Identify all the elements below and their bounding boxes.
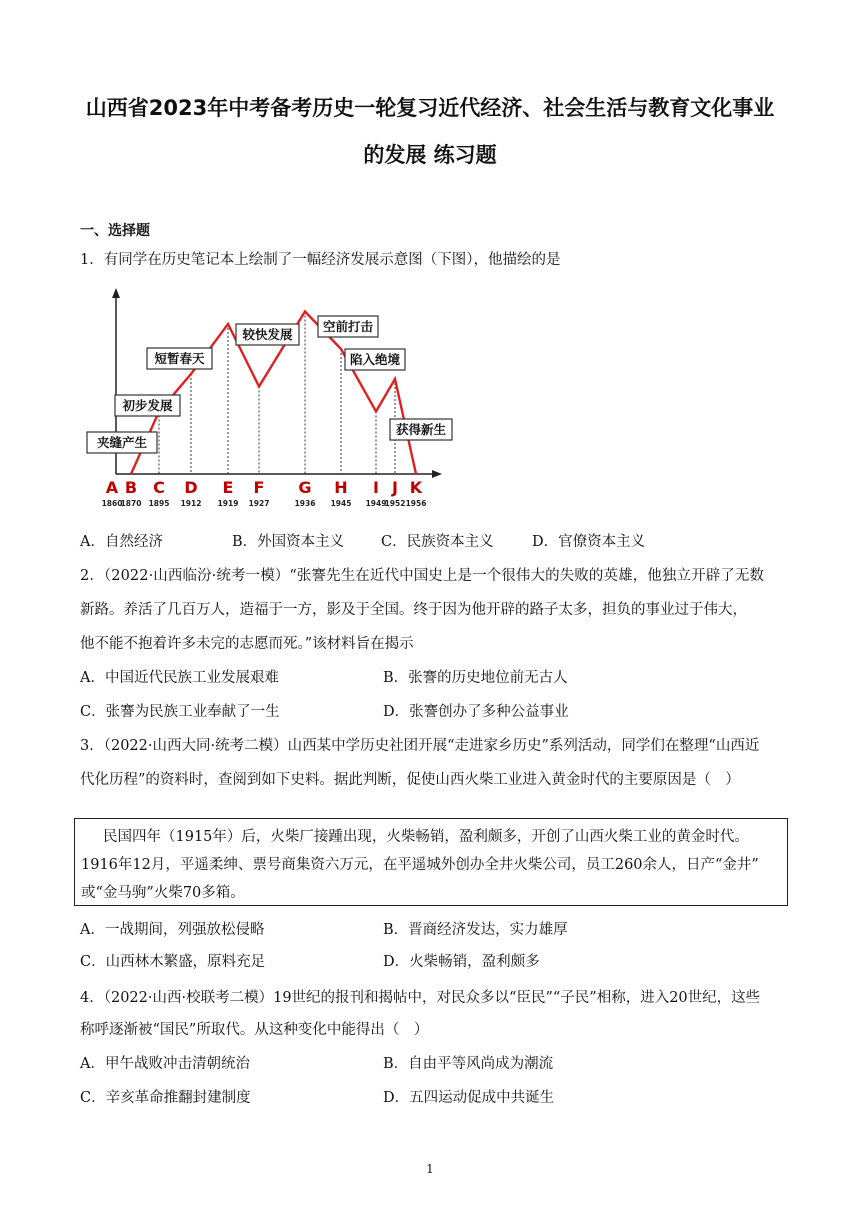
tick-letter-b: B [124, 478, 138, 497]
y-axis-arrow [112, 288, 120, 298]
q4-option-b[interactable]: B．自由平等风尚成为潮流 [383, 1056, 554, 1072]
stage-label-3: 短暂春天 [154, 351, 205, 366]
stage-label-7: 获得新生 [395, 422, 447, 437]
tick-year-1870: 1870 [120, 499, 142, 508]
stage-label-6: 陷入绝境 [349, 352, 401, 367]
q3-line-1: 3．（2022·山西大同·统考二模）山西某中学历史社团开展“走进家乡历史”系列活动，同学们在整理“山西近 [80, 738, 760, 754]
tick-letter-c: C [153, 478, 165, 497]
tick-letter-k: K [409, 478, 423, 497]
tick-letter-a: A [105, 478, 119, 497]
q2-option-c[interactable]: C．张謇为民族工业奉献了一生 [80, 704, 280, 720]
material-line-3: 或“金马驹”火柴70多箱。 [81, 885, 245, 901]
q1-stem: 1．有同学在历史笔记本上绘制了一幅经济发展示意图（下图），他描绘的是 [80, 252, 561, 268]
material-line-1: 民国四年（1915年）后，火柴厂接踵出现，火柴畅销，盈利颇多，开创了山西火柴工业的黄金时代。 [103, 829, 749, 845]
q4-line-1: 4．（2022·山西·校联考二模）19世纪的报刊和揭帖中，对民众多以“臣民”“子民”相称，进入20世纪，这些 [80, 990, 761, 1006]
tick-letter-i: I [373, 478, 379, 497]
tick-year-1927: 1927 [248, 499, 270, 508]
q1-option-b[interactable]: B．外国资本主义 [232, 534, 345, 550]
q2-line-3: 他不能不抱着许多未完的志愿而死。”该材料旨在揭示 [80, 636, 414, 652]
q3-option-b[interactable]: B．晋商经济发达，实力雄厚 [383, 922, 568, 938]
q3-option-c[interactable]: C．山西林木繁盛，原料充足 [80, 954, 266, 970]
tick-year-1945: 1945 [330, 499, 352, 508]
q3-material-box [74, 818, 788, 906]
tick-letter-e: E [222, 478, 234, 497]
section-heading: 一、选择题 [80, 223, 150, 239]
q2-line-1: 2．（2022·山西临汾·统考一模）“张謇先生在近代中国史上是一个很伟大的失败的英雄，他独立开辟了无数 [80, 568, 765, 584]
q4-option-d[interactable]: D．五四运动促成中共诞生 [383, 1090, 555, 1106]
page-title-line1: 山西省2023年中考备考历史一轮复习近代经济、社会生活与教育文化事业 [85, 96, 775, 120]
page-number: 1 [426, 1162, 434, 1176]
stage-label-4: 较快发展 [242, 327, 293, 342]
stage-label-5: 空前打击 [322, 319, 374, 334]
tick-letter-g: G [298, 478, 312, 497]
q2-option-b[interactable]: B．张謇的历史地位前无古人 [383, 670, 568, 686]
q2-line-2: 新路。养活了几百万人，造福于一方，影及于全国。终于因为他开辟的路子太多，担负的事业过于伟大， [80, 602, 747, 618]
tick-year-1952: 1952 [384, 499, 406, 508]
q3-option-d[interactable]: D．火柴畅销，盈利颇多 [383, 954, 540, 970]
q1-option-d[interactable]: D．官僚资本主义 [532, 534, 646, 550]
q4-option-c[interactable]: C．辛亥革命推翻封建制度 [80, 1090, 251, 1106]
tick-year-1919: 1919 [217, 499, 239, 508]
tick-letter-d: D [184, 478, 198, 497]
q1-option-a[interactable]: A．自然经济 [80, 534, 163, 550]
tick-year-1895: 1895 [148, 499, 170, 508]
tick-year-1956: 1956 [405, 499, 427, 508]
x-axis-arrow [432, 470, 442, 478]
tick-year-1912: 1912 [180, 499, 202, 508]
q2-option-a[interactable]: A．中国近代民族工业发展艰难 [80, 670, 279, 686]
tick-year-1860: 1860 [101, 499, 123, 508]
tick-letter-j: J [392, 478, 398, 497]
tick-year-1936: 1936 [294, 499, 316, 508]
material-line-2: 1916年12月，平遥柔绅、票号商集资六万元，在平遥城外创办全井火柴公司，员工260余人，日产“金井” [81, 857, 759, 873]
tick-letter-h: H [334, 478, 348, 497]
q3-line-2: 代化历程”的资料时，查阅到如下史料。据此判断，促使山西火柴工业进入黄金时代的主要原因是（ ） [80, 772, 740, 788]
stage-label-2: 初步发展 [122, 398, 173, 413]
stage-label-1: 夹缝产生 [96, 435, 148, 450]
page-title-line2: 的发展 练习题 [363, 143, 497, 167]
q4-line-2: 称呼逐渐被“国民”所取代。从这种变化中能得出（ ） [80, 1022, 429, 1038]
q1-option-c[interactable]: C．民族资本主义 [381, 534, 494, 550]
q3-option-a[interactable]: A．一战期间，列强放松侵略 [80, 922, 265, 938]
tick-letter-f: F [253, 478, 265, 497]
q2-option-d[interactable]: D．张謇创办了多种公益事业 [383, 704, 569, 720]
economy-chart [84, 286, 454, 510]
tick-year-1949: 1949 [365, 499, 387, 508]
q4-option-a[interactable]: A．甲午战败冲击清朝统治 [80, 1056, 250, 1072]
